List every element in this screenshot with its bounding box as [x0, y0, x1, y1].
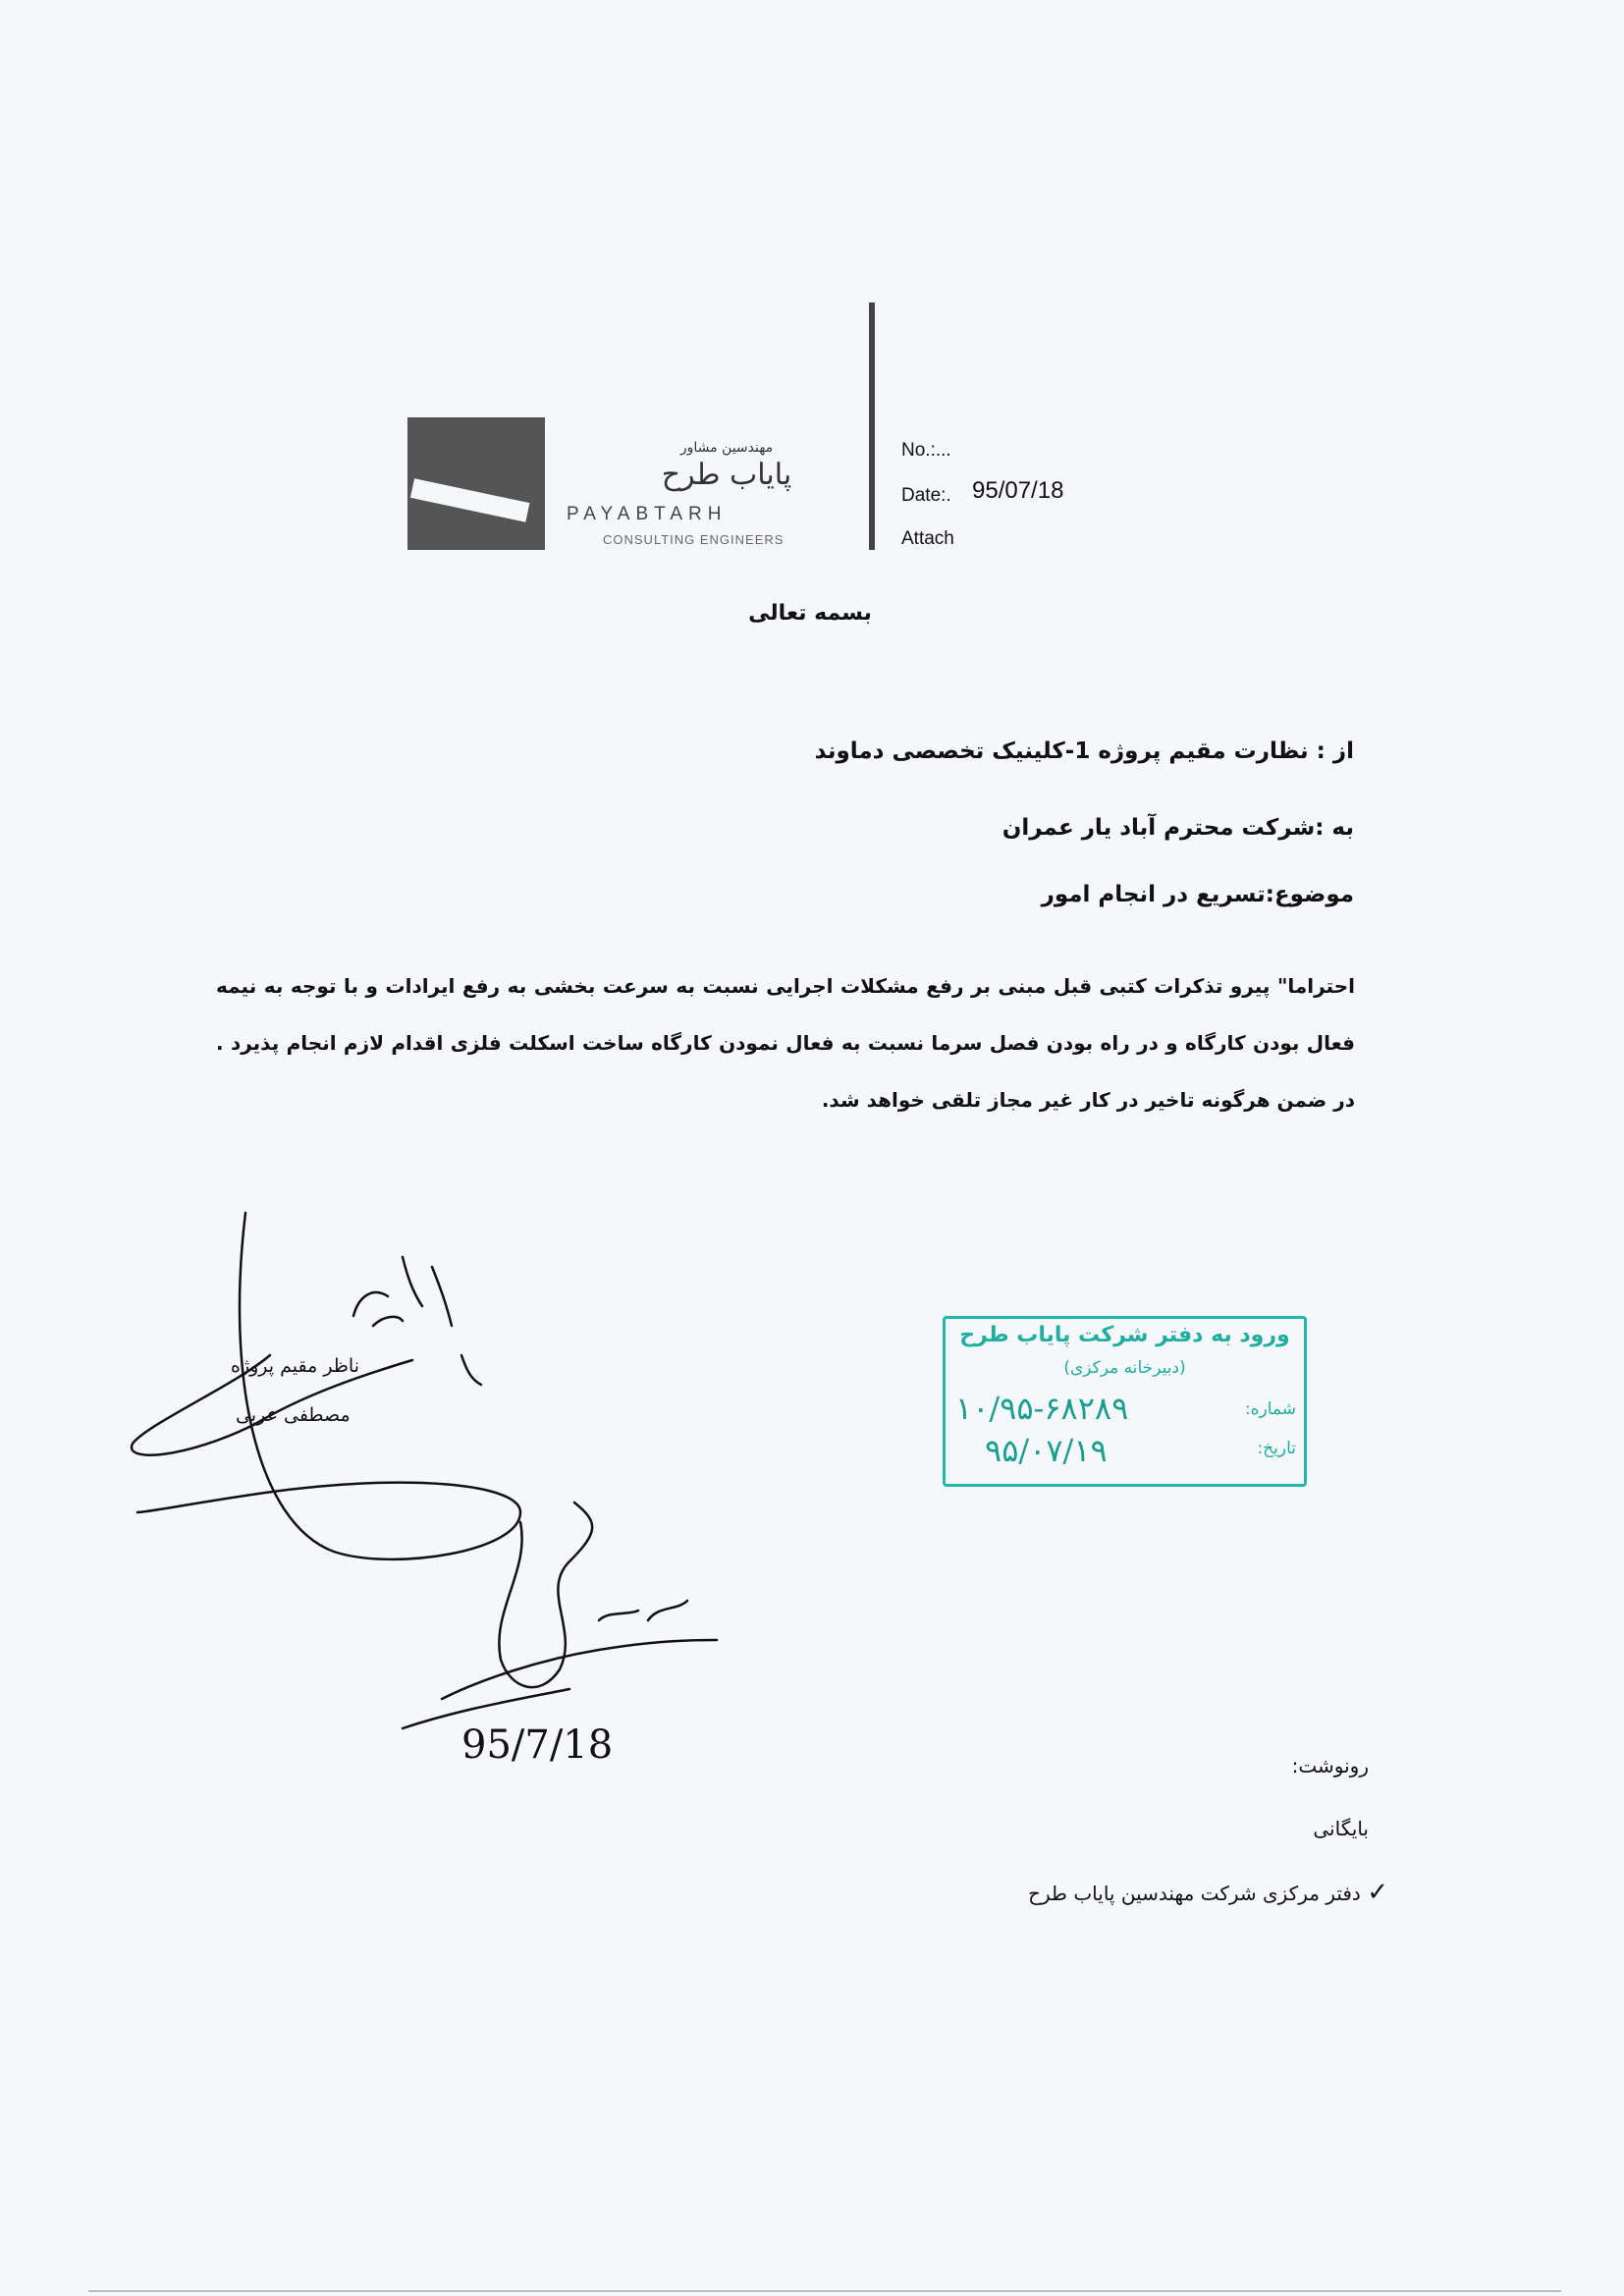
letter-date-label: Date:. — [901, 485, 951, 506]
cc-item-archive: بایگانی — [1313, 1817, 1369, 1840]
stamp-number-value: ۱۰/۹۵-۶۸۲۸۹ — [955, 1390, 1129, 1427]
letter-attach-label: Attach — [901, 528, 954, 549]
letter-number-label: No.:... — [901, 440, 951, 461]
letter-date-value: 95/07/18 — [972, 477, 1064, 504]
stamp-date-value: ۹۵/۰۷/۱۹ — [985, 1432, 1108, 1469]
signatory-name: مصطفی عربی — [236, 1404, 351, 1426]
stamp-subheader: (دبیرخانه مرکزی) — [1063, 1358, 1186, 1378]
svg-text:95/7/18: 95/7/18 — [461, 1722, 614, 1768]
letter-body: احتراما" پیرو تذکرات کتبی قبل مبنی بر رفع مشکلات اجرایی نسبت به سرعت بخشی به رفع ایرادات و با توجه به نیمه فعال بودن کارگاه و در راه بودن فصل سرما نسبت به فعال نمودن کارگاه ساخت اسکلت فلزی اقدام لازم انجام پذیرد . در ضمن هرگونه تاخیر در کار غیر مجاز تلقی خواهد شد. — [216, 974, 1355, 1112]
cc-label: رونوشت: — [1291, 1754, 1369, 1777]
receipt-stamp — [943, 1316, 1307, 1487]
letterhead-divider — [869, 302, 875, 550]
stamp-number-label: شماره: — [1244, 1399, 1296, 1419]
letter-to: به :شرکت محترم آباد یار عمران — [1001, 815, 1354, 841]
checkmark-icon: ✓ — [1367, 1878, 1388, 1907]
letter-title: بسمه تعالی — [748, 601, 872, 626]
cc-item-head-office — [1028, 1878, 1388, 1907]
company-logo — [407, 417, 545, 550]
logo-subtitle-fa: مهندسین مشاور — [679, 440, 774, 456]
logo-name-en: PAYABTARH — [567, 504, 728, 524]
cc-item-head-office-label: دفتر مرکزی شرکت مهندسین پایاب طرح — [1028, 1882, 1361, 1905]
logo-name-fa: پایاب طرح — [661, 458, 792, 492]
letter-from: از : نظارت مقیم پروژه 1-کلینیک تخصصی دماوند — [814, 738, 1354, 764]
handwritten-signature — [108, 1198, 736, 1768]
letter-subject: موضوع:تسریع در انجام امور — [1041, 882, 1354, 907]
logo-tagline-en: CONSULTING ENGINEERS — [603, 532, 785, 547]
stamp-header: ورود به دفتر شرکت پایاب طرح — [959, 1323, 1290, 1347]
signatory-title: ناظر مقیم پروژه — [231, 1355, 360, 1377]
page-bottom-edge — [88, 2290, 1561, 2292]
stamp-date-label: تاریخ: — [1257, 1439, 1296, 1458]
